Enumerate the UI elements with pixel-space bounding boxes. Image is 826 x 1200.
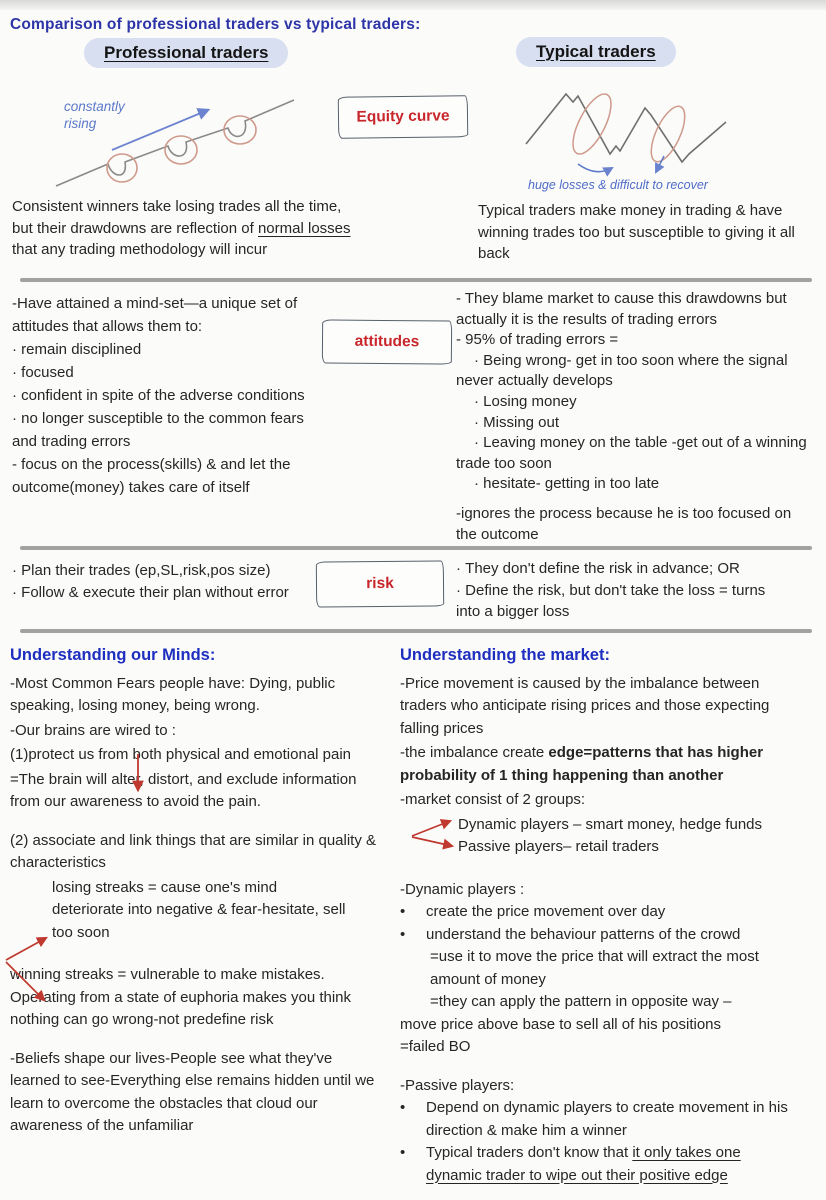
equity-curve-label-box xyxy=(338,95,469,139)
pro-mindset-bullet: · no longer susceptible to the common fears and trading errors xyxy=(12,407,320,453)
attitudes-label-box xyxy=(322,319,452,364)
minds-paragraph: (2) associate and link things that are similar in quality & characteristics xyxy=(10,831,377,871)
equity-curve-label: Equity curve xyxy=(356,107,450,126)
pro-mindset-bullet: · confident in spite of the adverse conditions xyxy=(12,384,320,407)
winning-streaks-note: winning streaks = vulnerable to make mistakes. Operating from a state of euphoria makes you think nothing can go wrong-not predefine risk xyxy=(10,966,352,1028)
market-paragraph xyxy=(400,742,800,787)
dynamic-subnote: =they can apply the pattern in opposite way – xyxy=(430,993,732,1010)
typ-sketch-note: huge losses & difficult to recover xyxy=(528,178,708,192)
dynamic-bullet: • create the price movement over day xyxy=(400,901,800,924)
typ-blame-line: - They blame market to cause this drawdowns but actually it is the results of trading errors xyxy=(456,290,787,328)
minds-paragraph: -Most Common Fears people have: Dying, public speaking, losing money, being wrong. xyxy=(10,674,336,714)
typ-error-bullet: · Missing out xyxy=(456,413,812,434)
column-header-typical-label: Typical traders xyxy=(536,42,656,61)
pro-mindset-block xyxy=(12,292,320,499)
minds-paragraph: (1)protect us from both physical and emotional pain xyxy=(10,746,352,763)
section-divider xyxy=(20,629,812,633)
pro-summary-post: that any trading methodology will incur xyxy=(12,241,268,258)
pro-summary-pre: Consistent winners take losing trades all the time, but their drawdowns are reflection of xyxy=(12,198,342,237)
typ-error-bullet: · Leaving money on the table -get out of a winning trade too soon xyxy=(456,433,812,474)
loss-arrow-icon xyxy=(578,164,612,172)
pro-risk-block xyxy=(12,560,302,603)
red-arrow-down-icon xyxy=(130,752,146,800)
minds-paragraph: =The brain will alter, distort, and exclude information from our awareness to avoid the pain. xyxy=(10,770,357,810)
red-branch-arrows-groups-icon xyxy=(408,812,460,856)
typ-risk-bullet: · Define the risk, but don't take the loss = turns into a bigger loss xyxy=(456,580,786,623)
dynamic-tail: =failed BO xyxy=(400,1038,471,1055)
column-header-professional-label: Professional traders xyxy=(104,43,269,62)
typ-errors-intro: - 95% of trading errors = xyxy=(456,331,619,349)
pro-mindset-intro: -Have attained a mind-set—a unique set of attitudes that allows them to: xyxy=(12,295,298,335)
column-header-professional xyxy=(84,38,288,68)
risk-label: risk xyxy=(366,574,394,593)
dynamic-bullet: • understand the behaviour patterns of the crowd xyxy=(400,924,800,947)
typ-risk-block xyxy=(456,558,786,623)
red-branch-arrows-streaks-icon xyxy=(2,926,58,1012)
typ-ignores-line: -ignores the process because he is too focused on the outcome xyxy=(456,504,792,543)
beliefs-paragraph: -Beliefs shape our lives-People see what they've learned to see-Everything else remains hidden until we learn to overcome the obstacles that cloud our awareness of the unfamiliar xyxy=(10,1049,375,1134)
passive-bullet: • Depend on dynamic players to create movement in his direction & make him a winner xyxy=(400,1097,800,1142)
pro-summary-underlined: normal losses xyxy=(257,219,351,237)
pro-mindset-outro: - focus on the process(skills) & and let the outcome(money) takes care of itself xyxy=(12,456,291,496)
typ-equity-sketch xyxy=(518,82,746,180)
pro-summary xyxy=(12,196,357,261)
loss-arrow2-icon xyxy=(656,156,664,172)
typ-summary: Typical traders make money in trading & have winning trades too but susceptible to giving it all back xyxy=(478,202,795,262)
passive-bullet xyxy=(400,1142,800,1187)
dynamic-tail: move price above base to sell all of his positions xyxy=(400,1015,722,1033)
section-divider xyxy=(20,546,812,550)
typ-risk-bullet: · They don't define the risk in advance; OR xyxy=(456,558,786,580)
attitudes-label: attitudes xyxy=(354,332,420,351)
page-top-edge xyxy=(0,0,826,10)
risk-label-box xyxy=(316,560,444,607)
group-passive-players: Passive players– retail traders xyxy=(458,838,659,855)
minds-heading: Understanding our Minds: xyxy=(10,646,216,664)
pro-sketch-note: constantly rising xyxy=(64,99,125,131)
typ-error-bullet: · Being wrong- get in too soon where the signal never actually develops xyxy=(456,351,812,392)
passive-bullet-pre: Typical traders don't know that xyxy=(426,1144,633,1161)
pro-risk-bullet: · Follow & execute their plan without error xyxy=(12,582,302,604)
market-paragraph: -market consist of 2 groups: xyxy=(400,791,586,808)
group-dynamic-players: Dynamic players – smart money, hedge funds xyxy=(458,815,763,833)
losing-streaks-note: losing streaks = cause one's mind deteriorate into negative & fear-hesitate, sell too soon xyxy=(52,878,346,941)
column-header-typical xyxy=(516,37,676,67)
dynamic-players-heading: -Dynamic players : xyxy=(400,880,525,898)
minds-paragraph: -Our brains are wired to : xyxy=(10,721,176,739)
market-edge-pre: -the imbalance create xyxy=(400,744,549,761)
passive-bullet-underlined: it only takes one dynamic trader to wipe out their positive edge xyxy=(426,1144,741,1184)
typ-error-bullet: · Losing money xyxy=(456,392,812,413)
pro-risk-bullet: · Plan their trades (ep,SL,risk,pos size) xyxy=(12,560,302,582)
typ-errors-block xyxy=(456,289,812,545)
minds-section xyxy=(10,644,384,1140)
passive-players-heading: -Passive players: xyxy=(400,1076,515,1094)
pro-mindset-bullet: · remain disciplined xyxy=(12,338,320,361)
typ-error-bullet: · hesitate- getting in too late xyxy=(456,474,812,495)
market-section xyxy=(400,644,800,1187)
pro-mindset-bullet: · focused xyxy=(12,361,320,384)
market-heading: Understanding the market: xyxy=(400,646,610,664)
market-paragraph: -Price movement is caused by the imbalance between traders who anticipate rising prices and those expecting falling prices xyxy=(400,674,770,737)
section-divider xyxy=(20,278,812,282)
dynamic-subnote: =use it to move the price that will extract the most amount of money xyxy=(430,948,759,988)
page-title: Comparison of professional traders vs typical traders: xyxy=(10,16,421,33)
market-edge-bold: edge=patterns that has higher probability of 1 thing happening than another xyxy=(400,744,764,784)
